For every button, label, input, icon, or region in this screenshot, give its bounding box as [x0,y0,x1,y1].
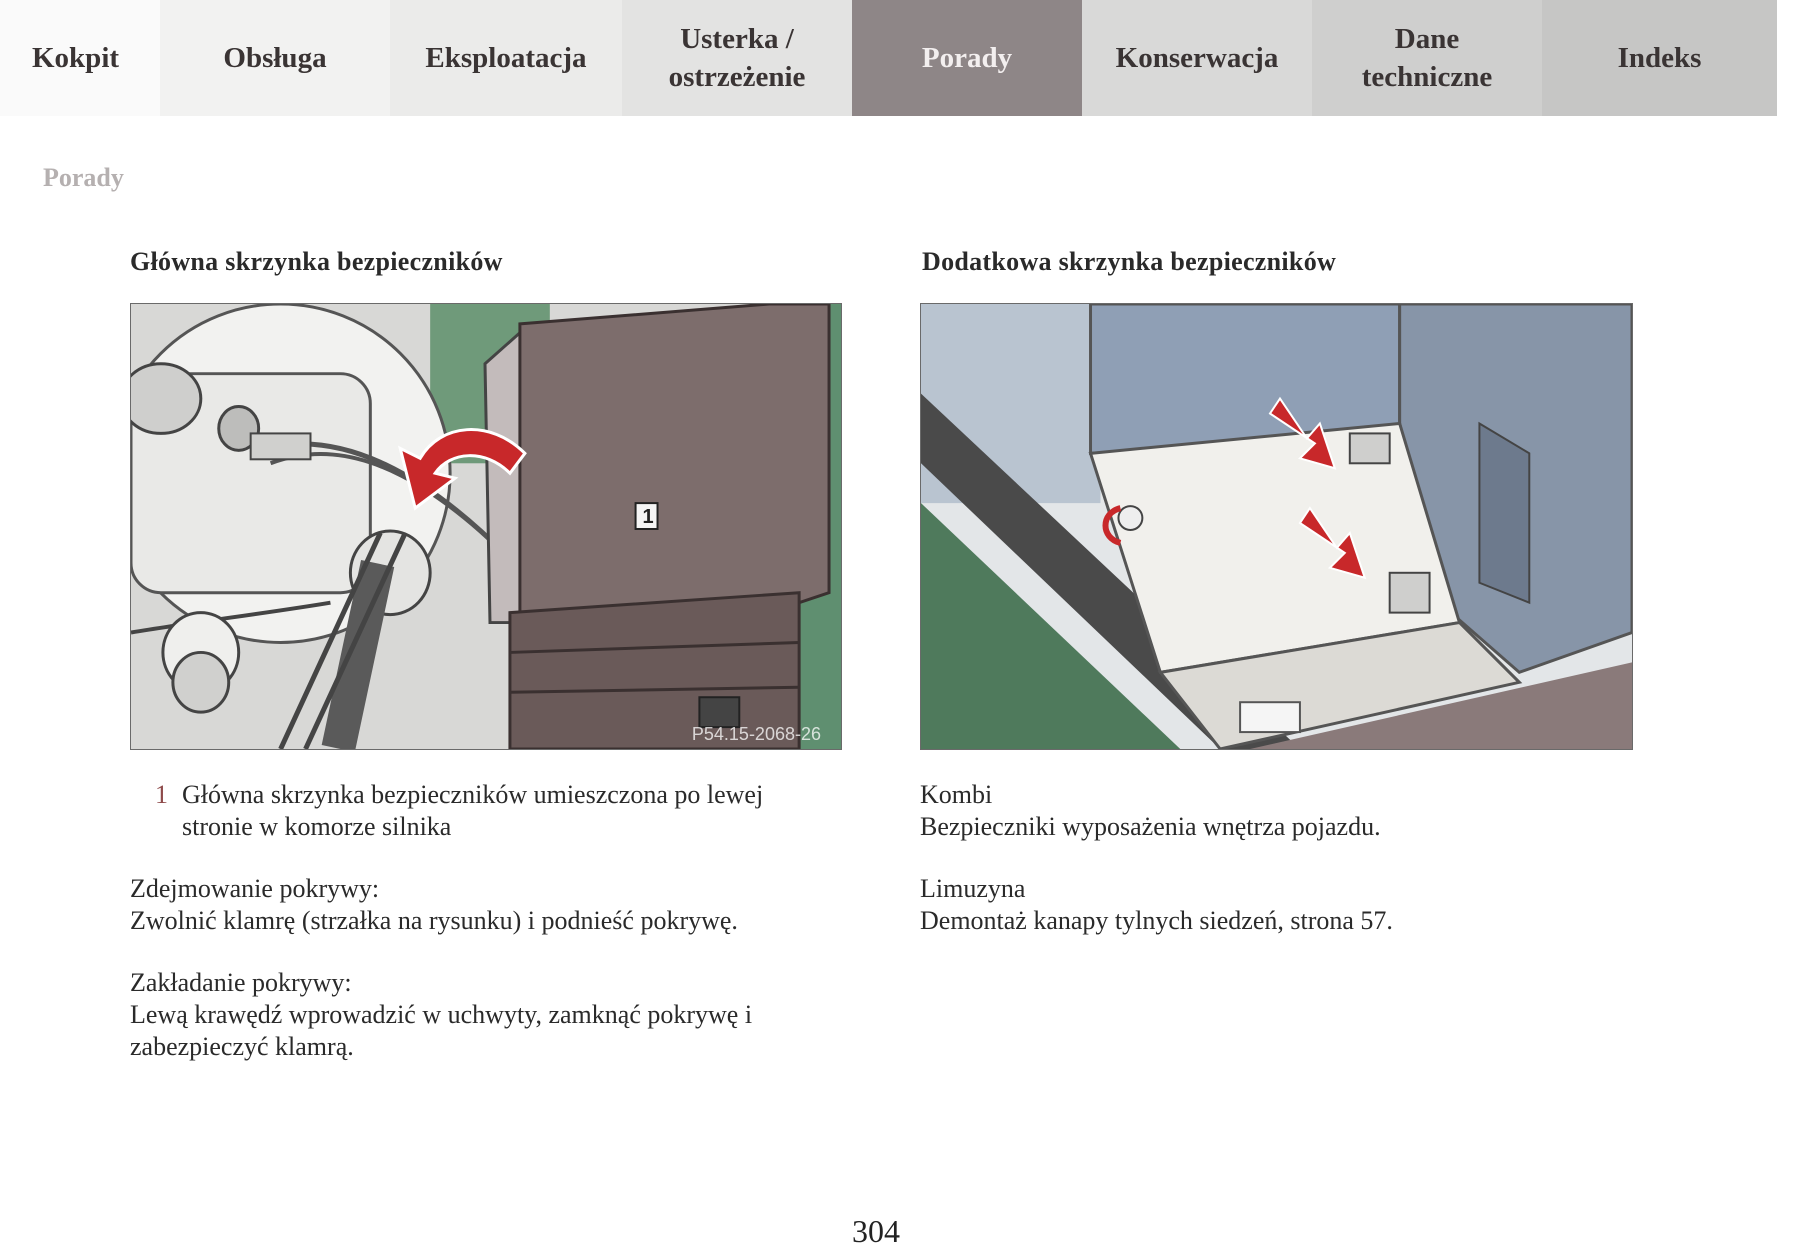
caption-number: 1 [155,780,168,809]
caption-text: Główna skrzynka bezpieczników umieszczona po lewej stronie w komorze silnika [182,780,764,841]
tab-dane-techniczne[interactable] [1312,0,1542,116]
tab-konserwacja[interactable]: Konserwacja [1082,0,1312,116]
figure-code: P54.15-2068-26 [691,724,821,744]
main-fusebox-title: Główna skrzynka bezpieczników [130,247,503,276]
top-navigation [0,0,1797,116]
tab-indeks[interactable]: Indeks [1542,0,1777,116]
tab-dane-label: Dane techniczne [1361,23,1493,93]
tab-obsluga[interactable]: Obsługa [160,0,390,116]
tab-usterka-label: Usterka / ostrzeżenie [668,23,806,93]
section-label: Porady [43,163,124,192]
extra-fusebox-title: Dodatkowa skrzynka bezpieczników [922,247,1337,276]
tab-eksploatacja[interactable]: Eksploatacja [390,0,622,116]
limuzyna-paragraph: Limuzyna Demontaż kanapy tylnych siedzeń, strona 57. [920,874,1393,935]
page-number: 304 [852,1213,900,1249]
extra-fusebox-illustration [920,303,1633,750]
figure-callout-1: 1 [642,506,654,528]
remove-cover-paragraph: Zdejmowanie pokrywy: Zwolnić klamrę (strzałka na rysunku) i podnieść pokrywę. [130,874,738,935]
tab-usterka[interactable] [622,0,852,116]
main-fusebox-illustration [130,303,842,750]
figure-caption [130,779,830,843]
tab-kokpit[interactable]: Kokpit [0,0,160,116]
kombi-paragraph: Kombi Bezpieczniki wyposażenia wnętrza pojazdu. [920,780,1381,841]
install-cover-paragraph: Zakładanie pokrywy: Lewą krawędź wprowadzić w uchwyty, zamknąć pokrywę i zabezpieczyć klamrą. [130,968,753,1061]
tab-porady[interactable]: Porady [852,0,1082,116]
